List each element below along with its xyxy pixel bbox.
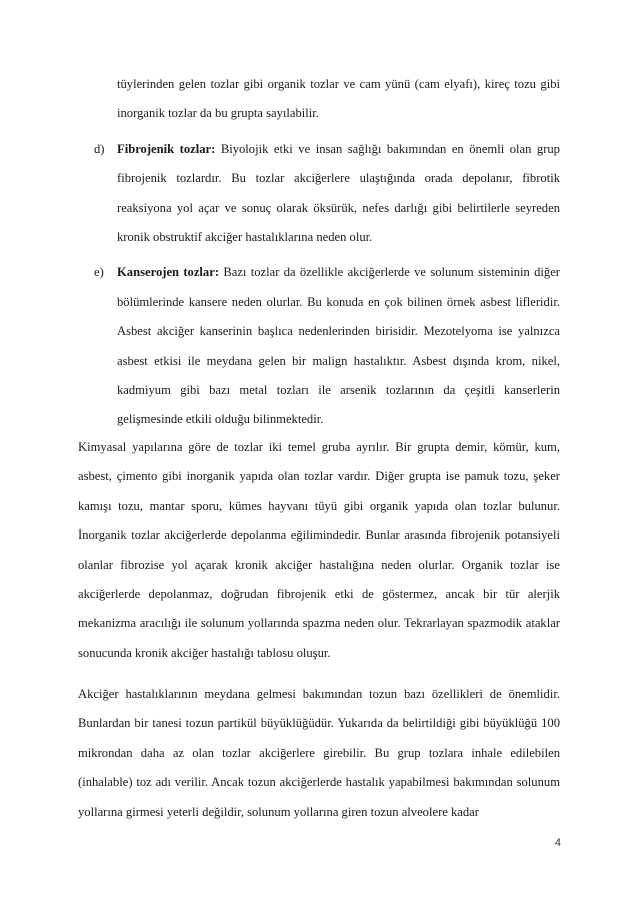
list-item-continuation (117, 70, 560, 129)
list-item-text (117, 135, 560, 253)
definition-fibrogenic: Biyolojik etki ve insan sağlığı bakımından en önemli olan grup fibrojenik tozlardır. Bu tozlar akciğerlere ulaştığında orada depolanır, fibrotik reaksiyona yol açar ve sonuç olarak öksürük, nefes darlığı gibi belirtilerle seyreden kronik obstruktif akciğer hastalıklarına neden olur. (117, 141, 560, 245)
list-marker-e: e) (94, 265, 104, 280)
page-number: 4 (554, 837, 561, 849)
definition-carcinogenic: Bazı tozlar da özellikle akciğerlerde ve solunum sisteminin diğer bölümlerinde kansere neden olurlar. Bu konuda en çok bilinen örnek asbest lifleridir. Asbest akciğer kanserinin başlıca nedenlerinden birisidir. Mezotelyoma ise yalnızca asbest etkisi ile meydana gelen bir malign hastalıktır. Asbest dışında krom, nikel, kadmiyum gibi bazı metal tozları ile arsenik tozlarının da çeşitli kanserlerin gelişmesinde etkili olduğu bilinmektedir. (117, 265, 560, 427)
term-fibrogenic: Fibrojenik tozlar: (117, 141, 216, 156)
list-item-text (117, 258, 560, 434)
list-item-carcinogenic (94, 258, 560, 434)
paragraph-chemical-structure: Kimyasal yapılarına göre de tozlar iki temel gruba ayrılır. Bir grupta demir, kömür, kum, asbest, çimento gibi inorganik yapıda olan tozlar vardır. Diğer grupta ise pamuk tozu, şeker kamışı tozu, mantar sporu, kümes hayvanı tüyü gibi organik yapıda olan tozlar bulunur. İnorganik tozlar akciğerlerde depolanma eğilimindedir. Bunlar arasında fibrojenik potansiyeli olanlar fibrozise yol açarak kronik akciğer hastalığına neden olurlar. Organik tozlar ise akciğerlerde depolanmaz, doğrudan fibrojenik etki de göstermez, ancak bir tür alerjik mekanizma aracılığı ile solunum yollarında spazma neden olur. Tekrarlayan spazmodik ataklar sonucunda kronik akciğer hastalığı tablosu oluşur. (78, 440, 560, 660)
term-carcinogenic: Kanserojen tozlar: (117, 265, 220, 280)
paragraph-particle-size: Akciğer hastalıklarının meydana gelmesi bakımından tozun bazı özellikleri de önemlidir. Bunlardan bir tanesi tozun partikül büyüklüğüdür. Yukarıda da belirtildiği gibi büyüklüğü 100 mikrondan daha az olan tozlar akciğerlere girebilir. Bu grup tozlara inhale edilebilen (inhalable) toz adı verilir. Ancak tozun akciğerlerde hastalık yapabilmesi bakımından solunum yollarına girmesi yeterli değildir, solunum yollarına giren tozun alveolere kadar (78, 687, 560, 819)
dust-type-list (0, 70, 638, 435)
continuation-text: tüylerinden gelen tozlar gibi organik tozlar ve cam yünü (cam elyafı), kireç tozu gibi inorganik tozlar da bu grupta sayılabilir. (117, 77, 560, 121)
list-item-fibrogenic (94, 135, 560, 253)
list-marker-d: d) (94, 141, 105, 156)
